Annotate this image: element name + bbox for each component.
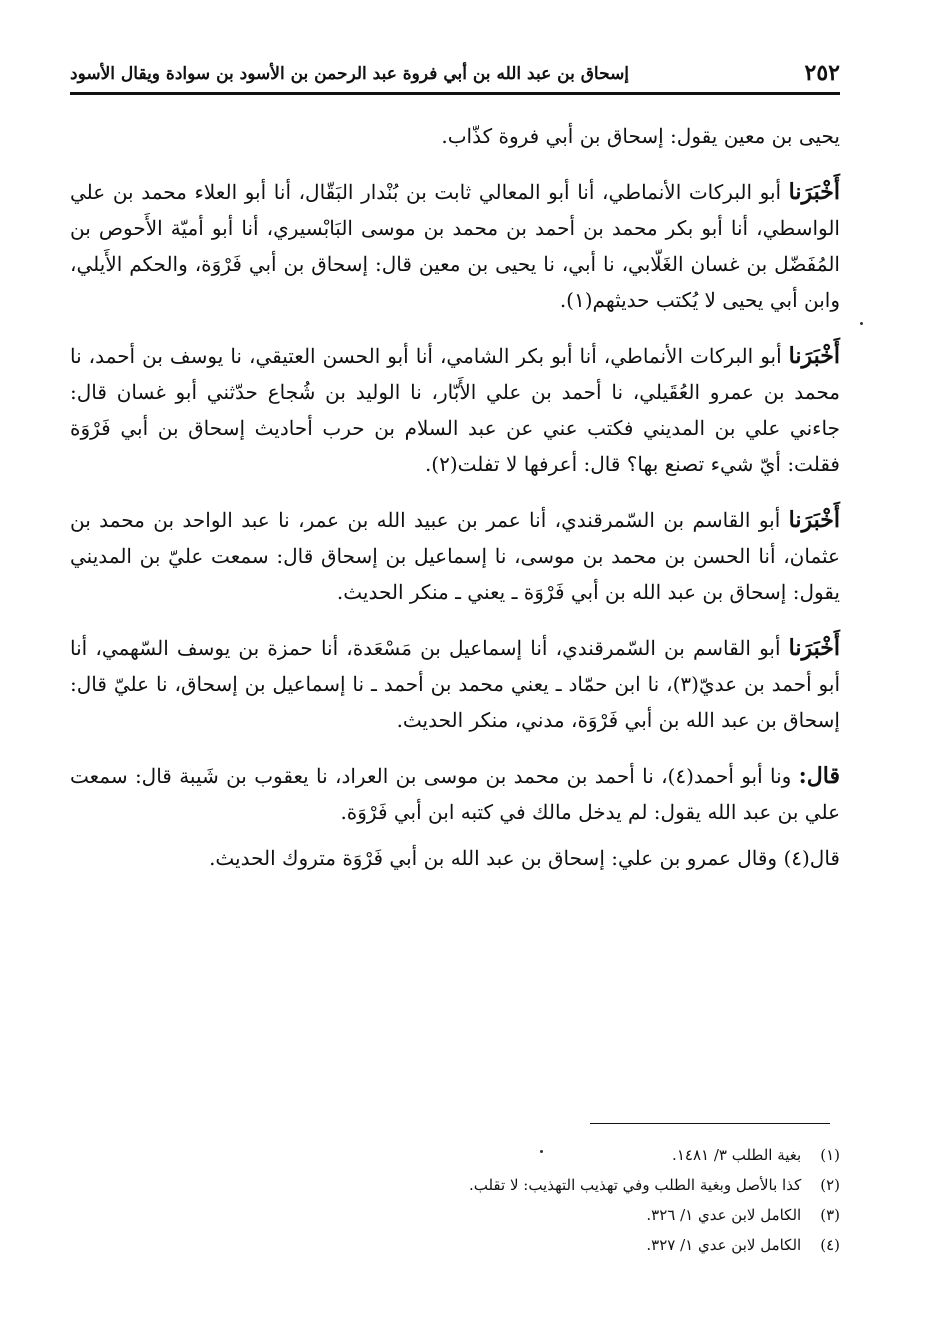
footnote-text: الكامل لابن عدي ١/ ٣٢٧.	[646, 1236, 802, 1254]
paragraph	[70, 630, 840, 738]
footnote-item	[70, 1140, 840, 1170]
footnote-number: (٣)	[820, 1206, 840, 1224]
footnote-number: (٤)	[820, 1236, 840, 1254]
paragraph-text: ونا أبو أحمد(٤)، نا أحمد بن محمد بن موسى بن العراد، نا يعقوب بن شَيبة قال: سمعت علي بن عبد الله يقول: لم يدخل مالك في كتبه ابن أبي فَرْوَة.	[70, 764, 840, 824]
paragraph-text: أبو القاسم بن السّمرقندي، أنا عمر بن عبيد الله بن عمر، نا عبد الواحد بن محمد بن عثمان، أنا الحسن بن محمد بن موسى، نا إسماعيل بن إسحاق قال: سمعت عليّ بن المديني يقول: إسحاق بن عبد الله بن أبي فَرْوَة ـ يعني ـ منكر الحديث.	[70, 508, 840, 604]
page-number: ٢٥٢	[804, 60, 840, 86]
paragraph-text: يحيى بن معين يقول: إسحاق بن أبي فروة كذّاب.	[441, 124, 840, 148]
paragraph	[70, 502, 840, 610]
footnote-text: كذا بالأصل وبغية الطلب وفي تهذيب التهذيب: لا تقلب.	[468, 1176, 802, 1194]
footnote-text: الكامل لابن عدي ١/ ٣٢٦.	[646, 1206, 802, 1224]
footnote-text: بغية الطلب ٣/ ١٤٨١.	[672, 1146, 802, 1164]
footnote-number: (٢)	[820, 1176, 840, 1194]
footnote-item	[70, 1230, 840, 1260]
main-text	[70, 118, 840, 896]
scan-speck	[860, 322, 863, 325]
paragraph-text: أبو البركات الأنماطي، أنا أبو بكر الشامي، أنا أبو الحسن العتيقي، نا يوسف بن أحمد، نا محمد بن عمرو العُقَيلي، نا أحمد بن علي الأَبّار، نا الوليد بن شُجاع حدّثني أبو غسان قال: جاءني علي بن المديني فكتب عني عن عبد السلام بن حرب أحاديث إسحاق بن أبي فَرْوَة فقلت: أيّ شيء تصنع بها؟ قال: أعرفها لا تفلت(٢).	[70, 344, 840, 476]
paragraph	[70, 840, 840, 876]
paragraph-keyword: أَخْبَرَنا	[788, 179, 840, 205]
paragraph	[70, 338, 840, 482]
footnote-item	[70, 1170, 840, 1200]
footnote-number: (١)	[820, 1146, 840, 1164]
footnote-divider	[590, 1123, 830, 1124]
paragraph-text: قال(٤) وقال عمرو بن علي: إسحاق بن عبد الله بن أبي فَرْوَة متروك الحديث.	[209, 846, 840, 870]
paragraph-keyword: أَخْبَرَنا	[788, 507, 840, 533]
paragraph-keyword: أَخْبَرَنا	[788, 343, 840, 369]
scan-speck	[540, 1150, 543, 1153]
footnotes	[70, 1140, 840, 1260]
paragraph-keyword: أَخْبَرَنا	[788, 635, 840, 661]
paragraph-text: أبو القاسم بن السّمرقندي، أنا إسماعيل بن مَسْعَدة، أنا حمزة بن يوسف السّهمي، أنا أبو أحمد بن عديّ(٣)، نا ابن حمّاد ـ يعني محمد بن أحمد ـ نا إسماعيل بن إسحاق، نا عليّ قال: إسحاق بن عبد الله بن أبي فَرْوَة، مدني، منكر الحديث.	[70, 636, 841, 732]
paragraph-text: أبو البركات الأنماطي، أنا أبو المعالي ثابت بن بُنْدار البَقّال، أنا أبو العلاء محمد بن علي الواسطي، أنا أبو بكر محمد بن أحمد بن محمد بن موسى البَابْسيري، أنا أبو أميّة الأَحوص بن المُفَضّل بن غسان الغَلّابي، نا أبي، نا يحيى بن معين قال: إسحاق بن أبي فَرْوَة، والحكم الأَيلي، وابن أبي يحيى لا يُكتب حديثهم(١).	[70, 180, 840, 312]
paragraph	[70, 758, 840, 830]
page-header	[70, 56, 840, 95]
running-title: إسحاق بن عبد الله بن أبي فروة عبد الرحمن بن الأسود بن سوادة ويقال الأسود	[70, 64, 630, 84]
paragraph-keyword: قال:	[798, 763, 840, 789]
footnote-item	[70, 1200, 840, 1230]
paragraph	[70, 174, 840, 318]
paragraph	[70, 118, 840, 154]
